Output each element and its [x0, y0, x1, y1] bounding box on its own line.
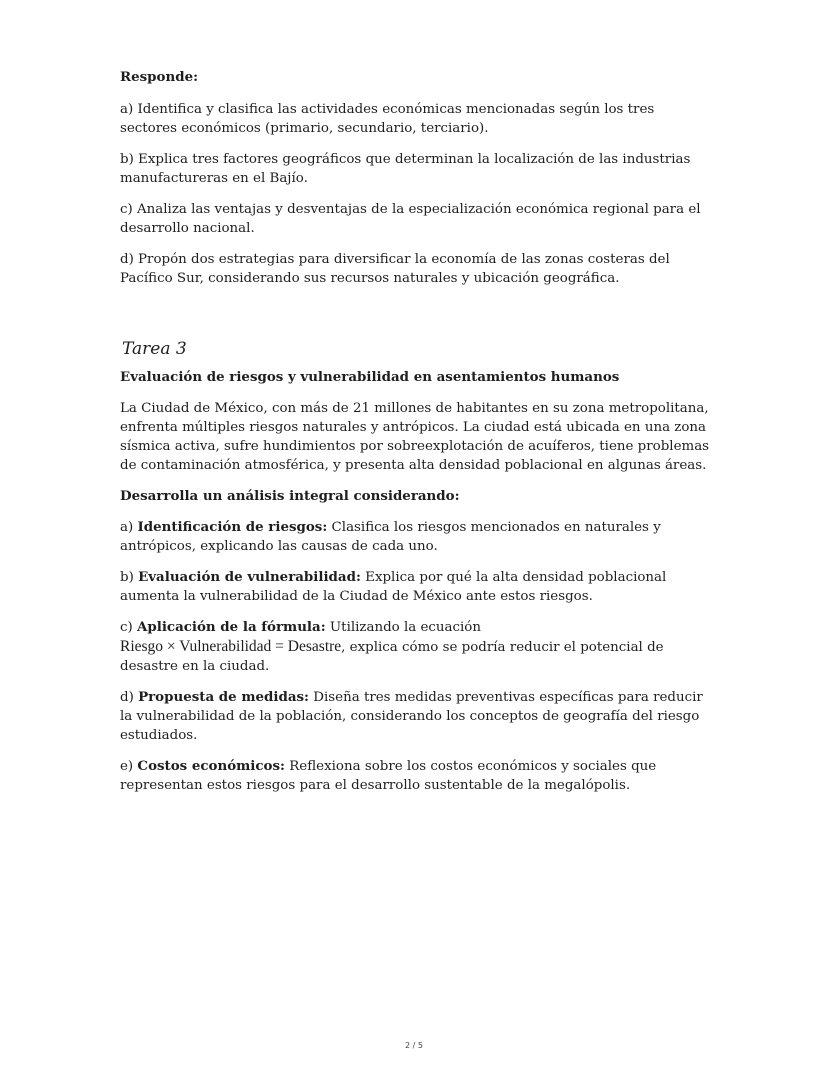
item-label: Costos económicos: [137, 758, 285, 774]
item-prefix: b) [120, 570, 139, 585]
item-label: Aplicación de la fórmula: [136, 619, 326, 635]
item-text: Clasifica los riesgos mencionados en naturales y antrópicos, explicando las causas de cada uno. [120, 520, 661, 554]
item-prefix: a) [120, 520, 138, 535]
item-prefix: d) [120, 690, 139, 705]
question-d: d) Propón dos estrategias para diversificar la economía de las zonas costeras del Pacífico Sur, considerando sus recursos naturales y ubicación geográfica. [120, 252, 670, 286]
item-text: Explica por qué la alta densidad poblacional aumenta la vulnerabilidad de la Ciudad de México ante estos riesgos. [120, 570, 667, 604]
item-label: Identificación de riesgos: [137, 519, 328, 535]
question-a: a) Identifica y clasifica las actividades económicas mencionadas según los tres sectores económicos (primario, secundario, terciario). [120, 102, 655, 136]
page-number: 2 / 5 [405, 1041, 423, 1050]
section-title: Evaluación de riesgos y vulnerabilidad en asentamientos humanos [120, 369, 620, 385]
task-title: Tarea 3 [122, 339, 187, 359]
responde-heading: Responde: [120, 69, 199, 85]
item-label: Evaluación de vulnerabilidad: [138, 569, 361, 585]
item-text: Diseña tres medidas preventivas específicas para reducir la vulnerabilidad de la población, considerando los conceptos de geografía del riesgo estudiados. [120, 690, 703, 743]
item-a [120, 518, 710, 556]
item-d [120, 688, 710, 745]
item-prefix: e) [120, 759, 138, 774]
item-text: Reflexiona sobre los costos económicos y sociales que representan estos riesgos para el desarrollo sustentable de la megalópolis. [120, 759, 657, 793]
document-page [120, 68, 710, 807]
item-c [120, 618, 710, 676]
intro-paragraph: La Ciudad de México, con más de 21 millones de habitantes en su zona metropolitana, enfrenta múltiples riesgos naturales y antrópicos. La ciudad está ubicada en una zona sísmica activa, sufre hundimientos por sobreexplotación de acuíferos, tiene problemas de contaminación atmosférica, y presenta alta densidad poblacional en algunas áreas. [120, 401, 710, 473]
item-prefix: c) [120, 620, 137, 635]
item-e [120, 757, 710, 795]
question-c: c) Analiza las ventajas y desventajas de la especialización económica regional para el desarrollo nacional. [120, 202, 701, 236]
item-text: Utilizando la ecuación [325, 620, 481, 635]
item-b [120, 568, 710, 606]
formula: Riesgo × Vulnerabilidad = Desastre [120, 638, 342, 655]
formula-followup: , explica cómo se podría reducir el potencial de desastre en la ciudad. [120, 640, 664, 674]
develop-heading: Desarrolla un análisis integral considerando: [120, 488, 460, 504]
question-b: b) Explica tres factores geográficos que determinan la localización de las industrias manufactureras en el Bajío. [120, 152, 691, 186]
item-label: Propuesta de medidas: [138, 689, 310, 705]
